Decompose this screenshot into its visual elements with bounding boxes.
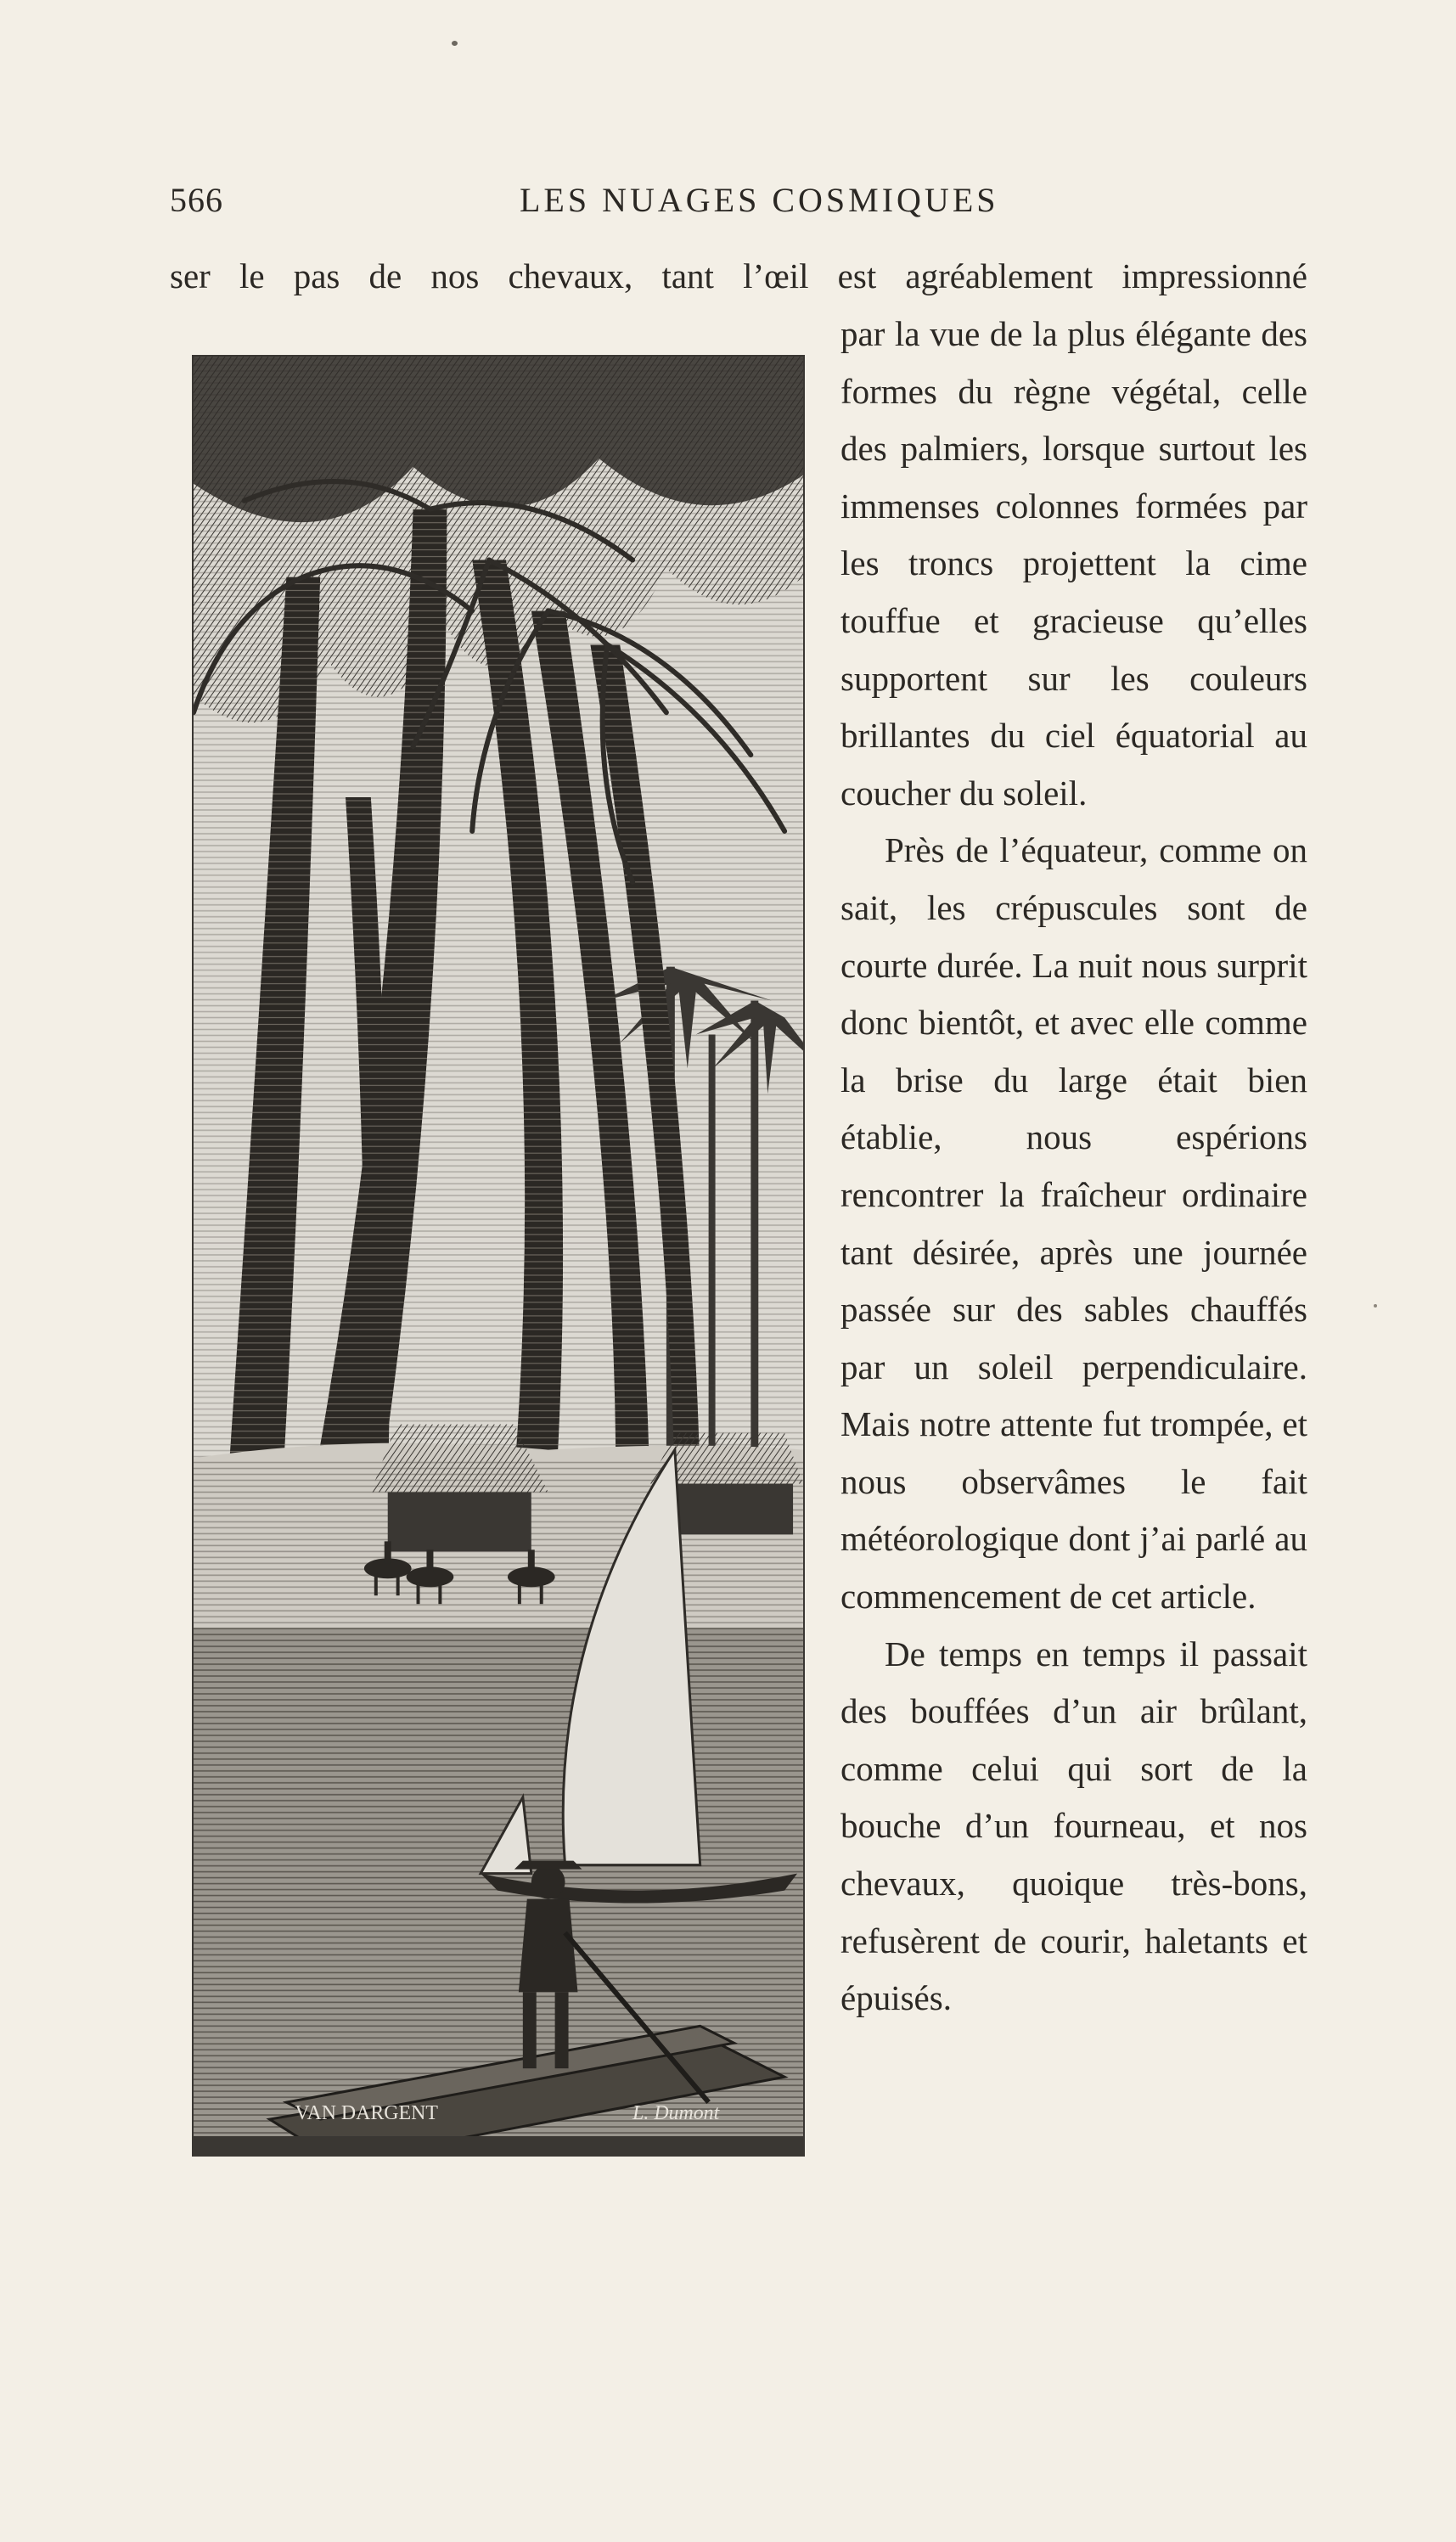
ink-speck	[1374, 1304, 1377, 1308]
body-text-first-line: ser le pas de nos chevaux, tant l’œil est agréablement impressionné	[170, 256, 1307, 295]
page-number: 566	[170, 181, 223, 219]
ink-speck	[452, 41, 458, 46]
engraver-signature-left: VAN DARGENT	[295, 2102, 438, 2125]
text-column	[840, 306, 1307, 2027]
running-title: LES NUAGES COSMIQUES	[520, 181, 999, 219]
engraving-svg	[194, 357, 803, 2155]
page-header	[170, 180, 1307, 231]
paragraph: Près de l’équateur, comme on sait, les crépuscules sont de courte durée. La nuit nous surprit donc bientôt, et avec elle comme la brise du large était bien établie, nous espérions rencontrer la fraîcheur ordinaire tant désirée, après une journée passée sur des sables chauffés par un soleil perpendiculaire. Mais notre attente fut trompée, et nous observâmes le fait météorologique dont j’ai parlé au commencement de cet article.	[840, 830, 1307, 1617]
engraving-palm-river-scene	[192, 355, 805, 2157]
paragraph: De temps en temps il passait des bouffées d’un air brûlant, comme celui qui sort de la bouche d’un fourneau, et nos chevaux, quoique très-bons, refusèrent de courir, haletants et épuisés.	[840, 1634, 1307, 2018]
paragraph: par la vue de la plus élégante des formes du règne végétal, celle des palmiers, lorsque surtout les immenses colonnes formées par les troncs projettent la cime touffue et gracieuse qu’elles supportent sur les couleurs brillantes du ciel équatorial au coucher du soleil.	[840, 314, 1307, 813]
engraver-signature-right: L. Dumont	[632, 2102, 720, 2125]
